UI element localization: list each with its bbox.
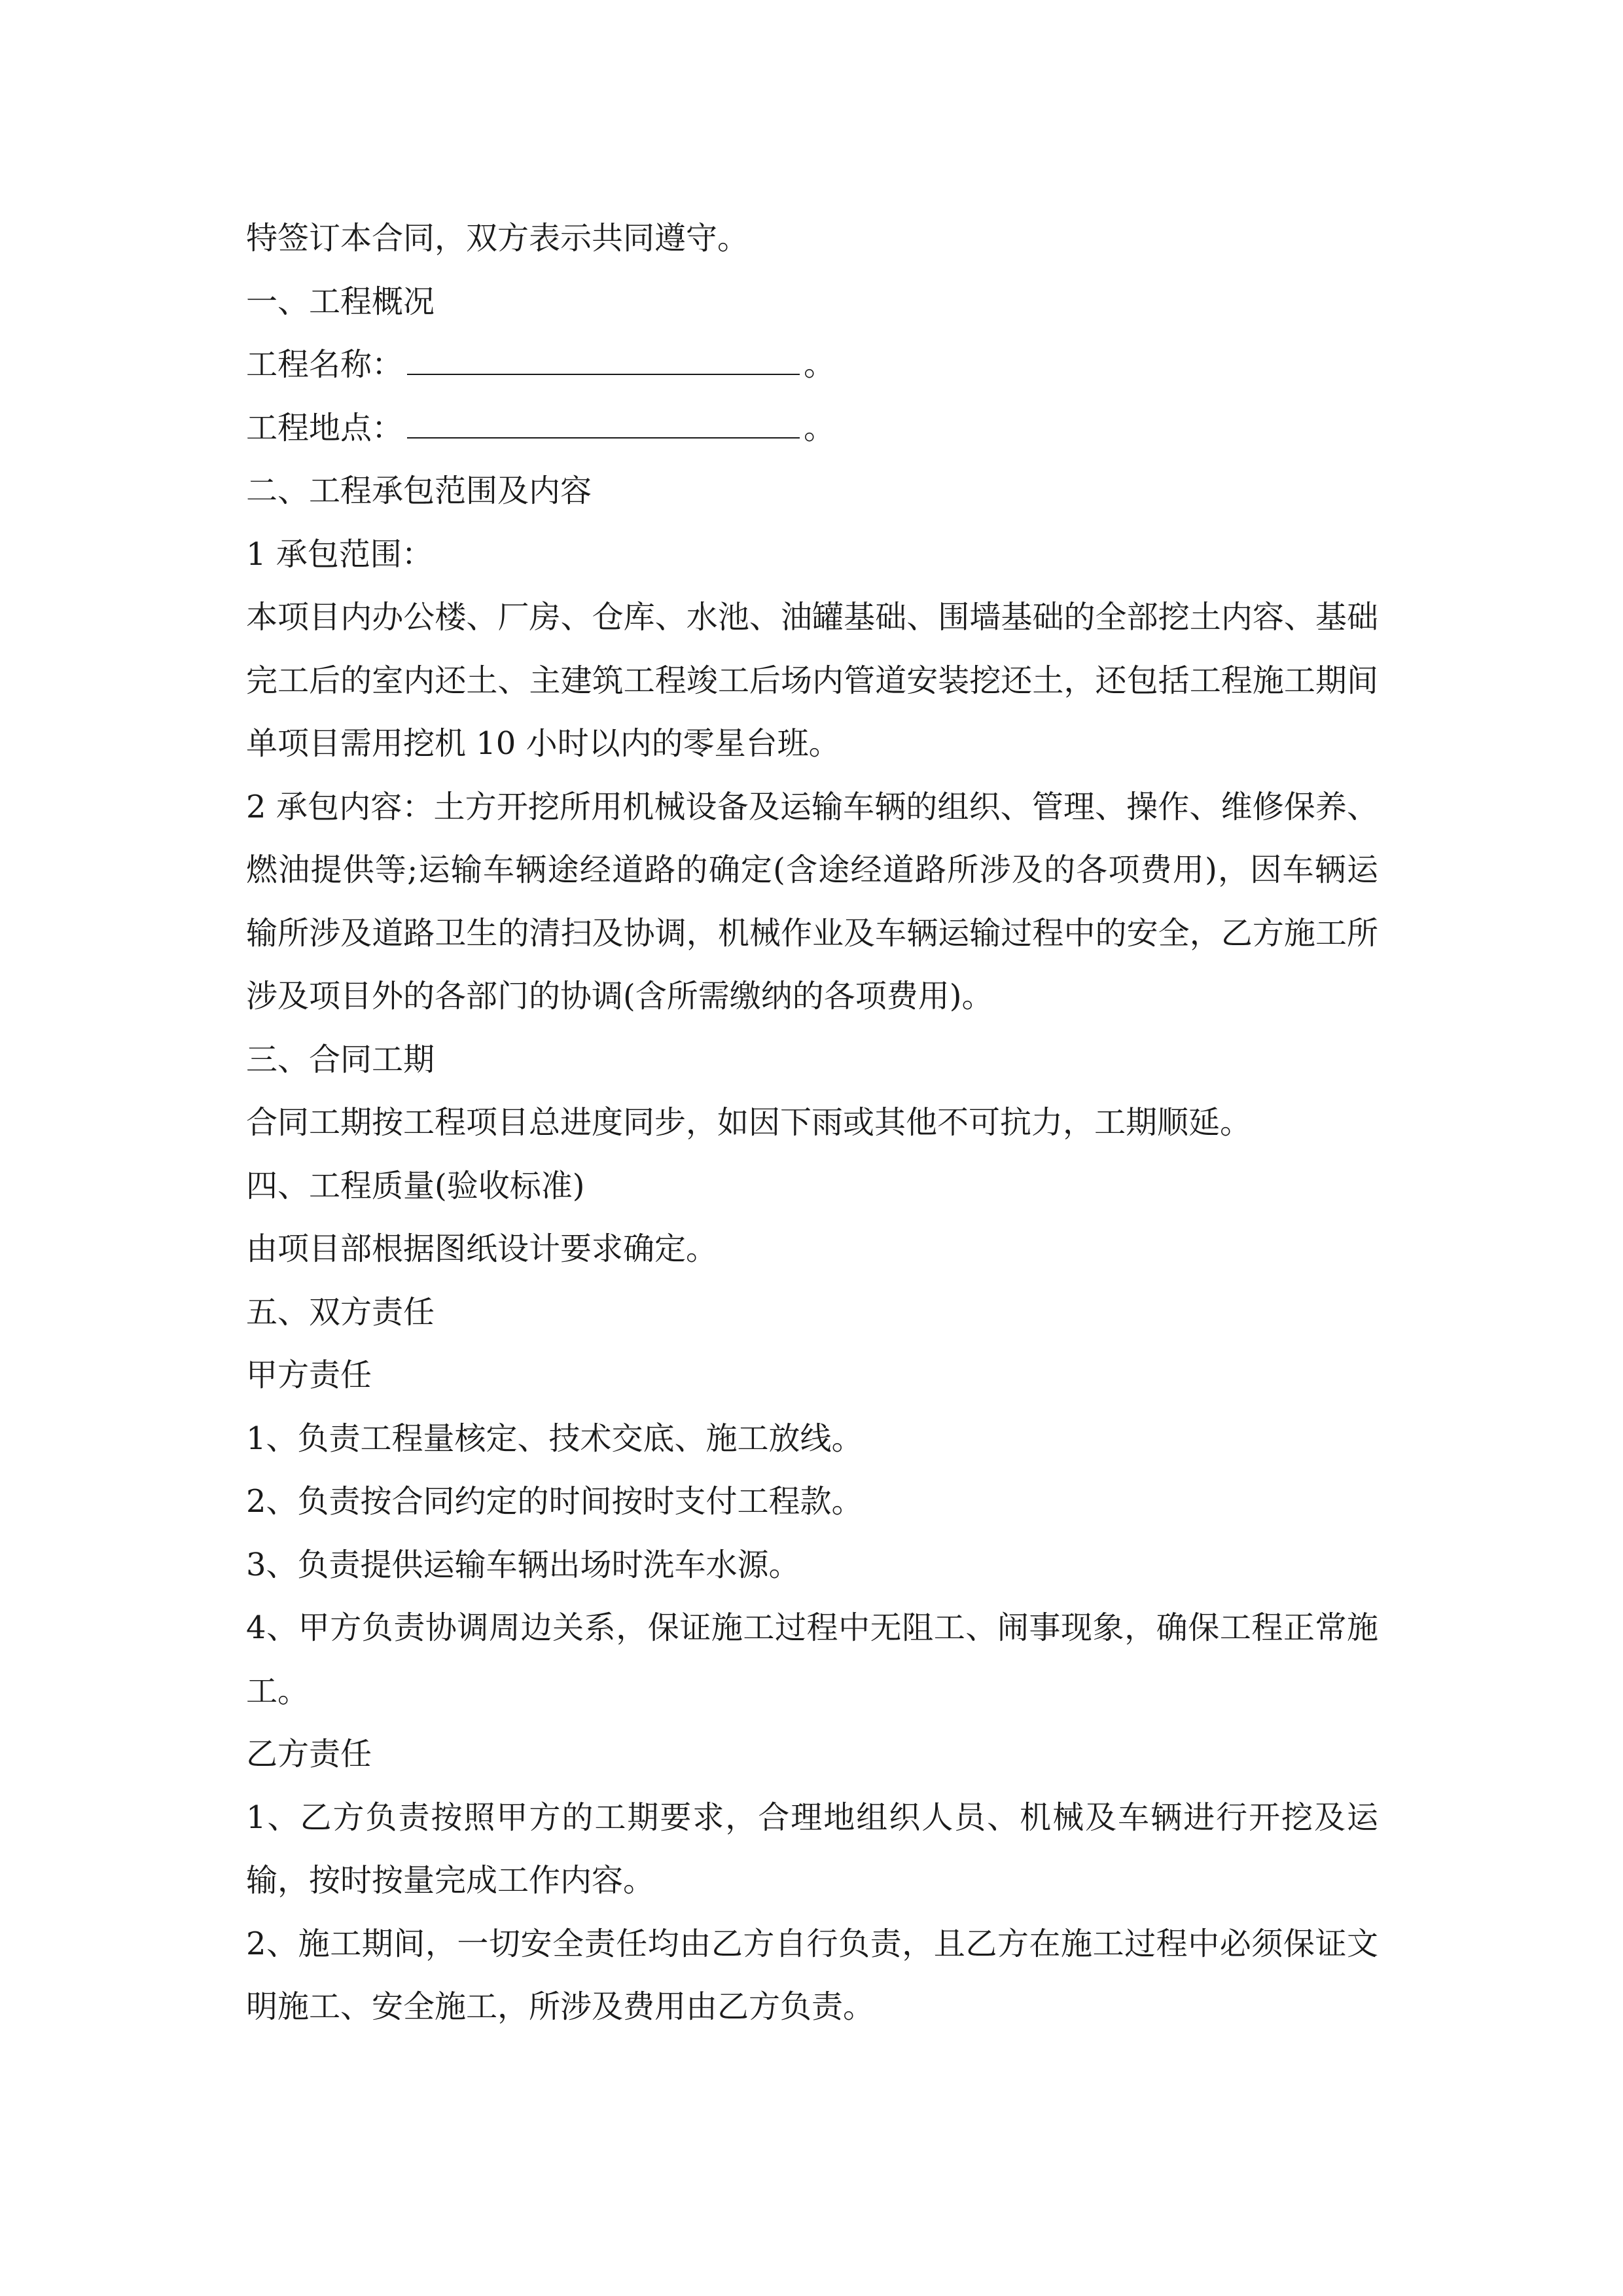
section-1-heading: 一、工程概况 — [246, 283, 435, 320]
section-3-paragraph: 合同工期按工程项目总进度同步，如因下雨或其他不可抗力，工期顺延。 — [246, 1104, 1252, 1141]
project-location-end: 。 — [804, 409, 836, 446]
section-5-heading: 五、双方责任 — [246, 1293, 435, 1331]
party-b-item: 2、施工期间，一切安全责任均由乙方自行负责，且乙方在施工过程中必须保证文明施工、安全施工，所涉及费用由乙方负责。 — [246, 1925, 1378, 2025]
party-b-item: 1、乙方负责按照甲方的工期要求，合理地组织人员、机械及车辆进行开挖及运输，按时按量完成工作内容。 — [246, 1799, 1378, 1899]
section-4-heading: 四、工程质量(验收标准) — [246, 1167, 585, 1204]
party-a-item: 4、甲方负责协调周边关系，保证施工过程中无阻工、闹事现象，确保工程正常施工。 — [246, 1609, 1378, 1710]
party-a-item: 1、负责工程量核定、技术交底、施工放线。 — [246, 1420, 863, 1457]
party-a-heading: 甲方责任 — [246, 1357, 372, 1393]
party-a-item: 3、负责提供运输车辆出场时洗车水源。 — [246, 1546, 800, 1583]
section-2-heading: 二、工程承包范围及内容 — [246, 473, 592, 509]
party-b-heading: 乙方责任 — [246, 1736, 372, 1772]
project-name-blank — [407, 334, 800, 375]
section-4-paragraph: 由项目部根据图纸设计要求确定。 — [246, 1230, 718, 1267]
section-3-heading: 三、合同工期 — [246, 1041, 435, 1078]
party-a-item: 2、负责按合同约定的时间按时支付工程款。 — [246, 1483, 863, 1520]
project-location-label: 工程地点： — [246, 409, 404, 446]
project-name-line — [246, 333, 1378, 397]
project-name-end: 。 — [804, 346, 836, 383]
scope-paragraph: 本项目内办公楼、厂房、仓库、水池、油罐基础、围墙基础的全部挖土内容、基础完工后的室内还土、主建筑工程竣工后场内管道安装挖还土，还包括工程施工期间单项目需用挖机 10 小时以内的零星台班。 — [246, 599, 1378, 762]
project-location-blank — [407, 398, 800, 439]
document-body — [246, 207, 1378, 2039]
project-location-line — [246, 397, 1378, 460]
scope-title: 1 承包范围： — [246, 535, 433, 573]
intro-paragraph: 特签订本合同，双方表示共同遵守。 — [246, 220, 749, 257]
project-name-label: 工程名称： — [246, 346, 404, 383]
content-paragraph: 2 承包内容：土方开挖所用机械设备及运输车辆的组织、管理、操作、维修保养、燃油提供等;运输车辆途经道路的确定(含途经道路所涉及的各项费用)，因车辆运输所涉及道路卫生的清扫及协调，机械作业及车辆运输过程中的安全，乙方施工所涉及项目外的各部门的协调(含所需缴纳的各项费用)。 — [246, 788, 1378, 1014]
